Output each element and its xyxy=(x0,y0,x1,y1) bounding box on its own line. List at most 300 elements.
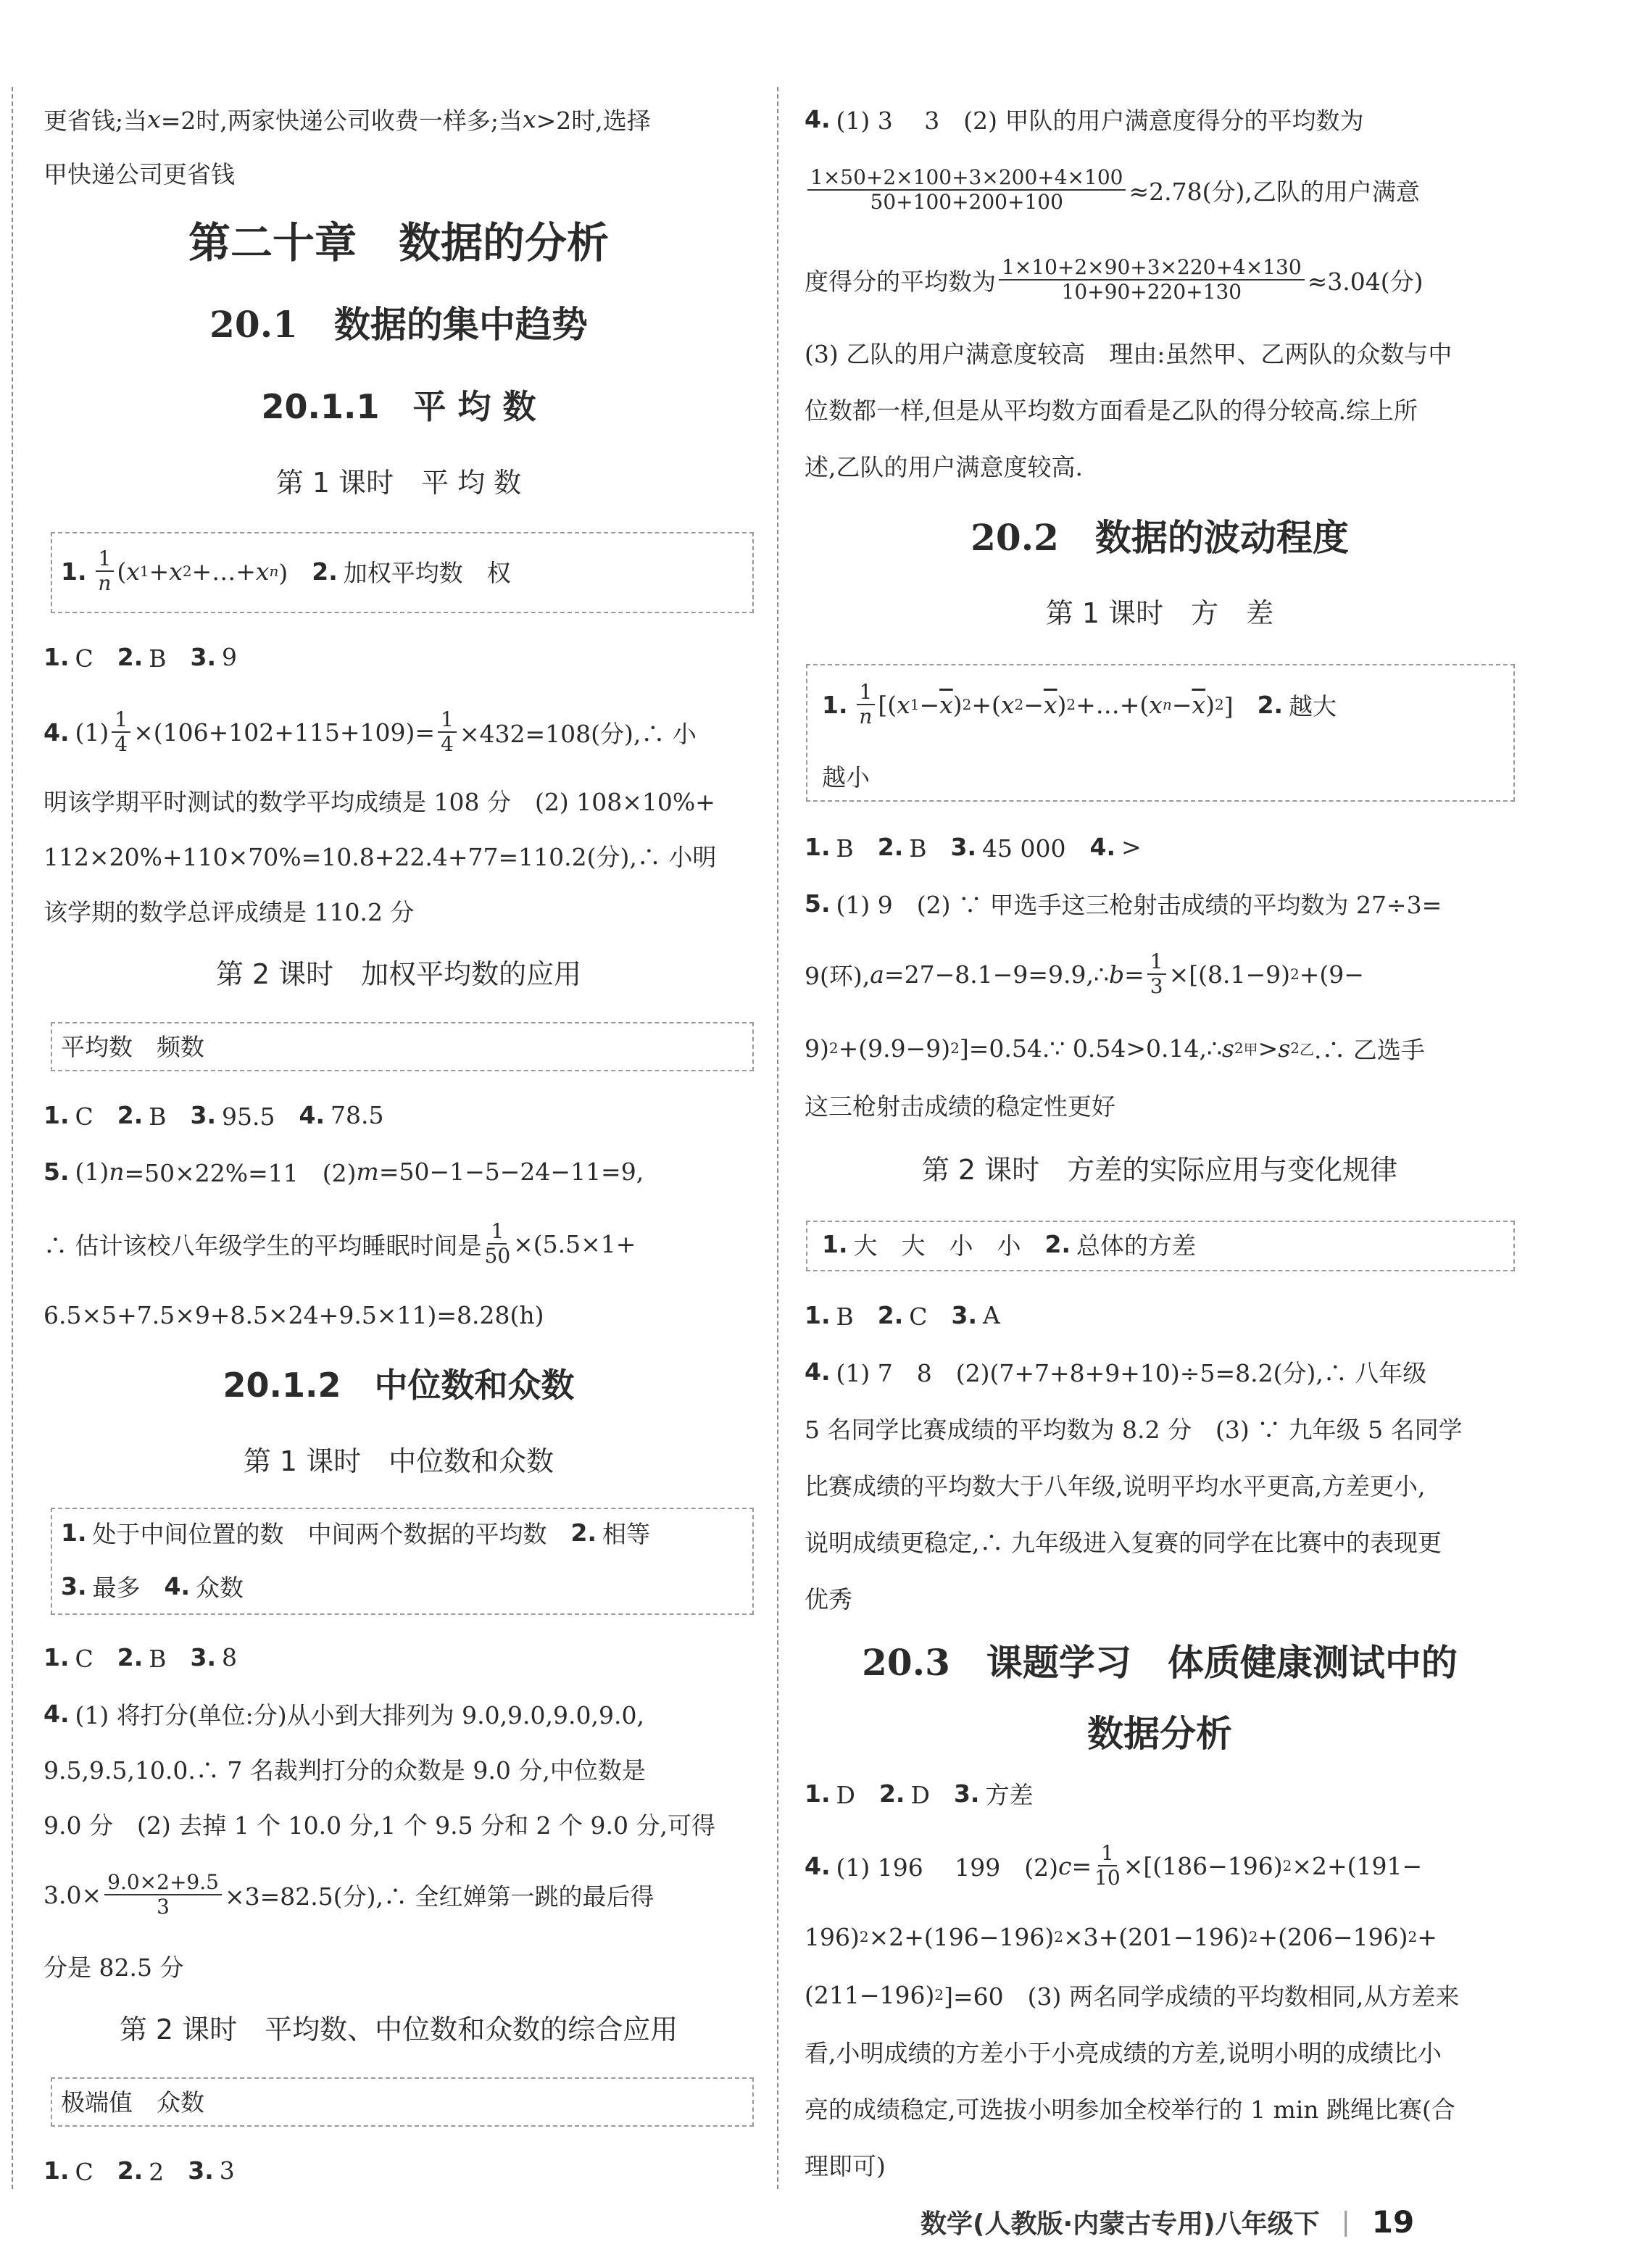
text-run: B xyxy=(149,644,191,673)
text-run: 极端值 众数 xyxy=(61,2088,204,2117)
math-variable: s xyxy=(1278,1034,1291,1063)
question-number: 4. xyxy=(43,718,70,747)
math-variable: x xyxy=(126,557,140,586)
text-run: (1) 7 8 (2)(7+7+8+9+10)÷5=8.2(分),∴ 八年级 xyxy=(836,1358,1427,1387)
text-run: 9.0 分 (2) 去掉 1 个 10.0 分,1 个 9.5 分和 2 个 9.0 分,可得 xyxy=(43,1811,715,1840)
fraction-numerator: 1×50+2×100+3×200+4×100 xyxy=(807,166,1126,191)
question-number: 4. xyxy=(164,1571,190,1600)
text-run: + xyxy=(1417,1922,1437,1951)
superscript: 2 xyxy=(1248,1928,1258,1945)
text-run: 相等 xyxy=(602,1519,650,1548)
text-line xyxy=(43,1795,754,1853)
subscript: 甲 xyxy=(1243,1040,1258,1058)
question-number: 4. xyxy=(43,1699,70,1728)
text-run: B xyxy=(836,1302,878,1331)
text-run: 数据分析 xyxy=(1087,1712,1232,1755)
question-number: 3. xyxy=(61,1571,87,1600)
math-variable: a xyxy=(870,960,884,989)
text-line xyxy=(805,1076,1515,1134)
text-line xyxy=(805,1569,1515,1627)
lesson-title xyxy=(43,1429,754,1487)
text-line xyxy=(61,1557,754,1615)
math-variable: x xyxy=(169,557,183,586)
text-run: 9(环), xyxy=(805,961,870,990)
superscript: 2 xyxy=(1066,696,1076,713)
subscript: 1 xyxy=(910,696,920,713)
lesson-title xyxy=(805,1138,1515,1196)
text-line xyxy=(805,945,1515,1003)
text-line xyxy=(805,90,1515,148)
page-footer xyxy=(920,2196,1414,2247)
text-run: 9 xyxy=(222,642,238,671)
text-run: 越小 xyxy=(822,763,870,792)
text-run: 处于中间位置的数 中间两个数据的平均数 xyxy=(92,1519,571,1548)
text-line xyxy=(805,251,1515,309)
text-run: D xyxy=(910,1780,954,1809)
question-number: 2. xyxy=(878,1779,905,1808)
text-run: =50×22%=11 (2) xyxy=(124,1158,357,1187)
text-line xyxy=(43,771,754,829)
question-number: 2. xyxy=(570,1518,597,1547)
section-title xyxy=(805,1702,1515,1760)
text-run: (1) xyxy=(75,1157,109,1186)
section-title xyxy=(805,1631,1515,1689)
footer-separator: | xyxy=(1341,2206,1350,2237)
text-line xyxy=(822,676,1515,734)
math-variable: x xyxy=(1149,690,1163,719)
question-number: 4. xyxy=(805,104,831,133)
text-run: C xyxy=(75,1102,117,1131)
text-line xyxy=(805,1837,1515,1895)
text-run: C xyxy=(75,2157,117,2186)
lesson-title xyxy=(43,1998,754,2056)
text-run: 理即可) xyxy=(805,2151,886,2180)
fraction xyxy=(1094,1842,1121,1890)
text-run: =2时,两家快递公司收费一样多;当 xyxy=(160,106,523,135)
text-run: ( xyxy=(117,557,127,586)
fraction-denominator: 3 xyxy=(157,1895,170,1919)
text-line xyxy=(43,1286,754,1344)
text-run: 看,小明成绩的方差小于小亮成绩的方差,说明小明的成绩比小 xyxy=(805,2038,1442,2067)
text-run: 45 000 xyxy=(982,834,1090,863)
fraction xyxy=(438,708,457,756)
fraction xyxy=(96,547,115,595)
fraction xyxy=(999,256,1305,304)
fraction-denominator: 10 xyxy=(1094,1866,1121,1890)
question-number: 3. xyxy=(951,1300,978,1329)
fraction-numerator: 1×10+2×90+3×220+4×130 xyxy=(999,256,1305,281)
fraction-numerator: 9.0×2+9.5 xyxy=(104,1871,222,1895)
superscript: 2 xyxy=(1234,1039,1244,1057)
text-line xyxy=(43,1937,754,1995)
fraction-denominator: 10+90+220+130 xyxy=(1061,280,1242,304)
text-run: 20.2 数据的波动程度 xyxy=(971,516,1349,559)
text-run: 20.1 数据的集中趋势 xyxy=(209,303,588,346)
subscript: 乙 xyxy=(1299,1040,1314,1058)
fraction-numerator: 1 xyxy=(112,708,130,733)
superscript: 2 xyxy=(962,696,972,713)
text-line xyxy=(43,1086,754,1144)
text-run: 112×20%+110×70%=10.8+22.4+77=110.2(分),∴ 小明 xyxy=(43,842,717,871)
text-run: − xyxy=(1023,690,1044,719)
text-run: 优秀 xyxy=(805,1584,852,1613)
text-line xyxy=(805,323,1515,381)
text-run: − xyxy=(1171,690,1192,719)
text-line xyxy=(805,1455,1515,1513)
page-number: 19 xyxy=(1371,2203,1415,2240)
text-run: +(206−196) xyxy=(1258,1922,1408,1951)
column-divider xyxy=(777,87,778,2189)
question-number: 4. xyxy=(299,1100,325,1129)
fraction-denominator: 50+100+200+100 xyxy=(870,190,1063,214)
text-run: +( xyxy=(971,690,1001,719)
text-run: 比赛成绩的平均数大于八年级,说明平均水平更高,方差更小, xyxy=(805,1471,1426,1500)
text-line xyxy=(805,1512,1515,1570)
math-variable: n xyxy=(109,1157,125,1186)
question-number: 1. xyxy=(822,1229,848,1258)
text-run: 第 2 课时 加权平均数的应用 xyxy=(215,958,582,990)
math-variable: x xyxy=(255,557,270,586)
question-number: 2. xyxy=(1044,1229,1071,1258)
text-run: = xyxy=(1124,960,1144,989)
text-run: (1) 196 199 (2) xyxy=(836,1853,1058,1882)
text-line xyxy=(61,2072,754,2130)
text-run: − xyxy=(919,690,940,719)
text-run: 大 大 小 小 xyxy=(853,1231,1045,1260)
question-number: 2. xyxy=(117,1100,144,1129)
text-run: 第 1 课时 中位数和众数 xyxy=(243,1445,554,1477)
question-number: 1. xyxy=(43,1642,70,1671)
text-run: 该学期的数学总评成绩是 110.2 分 xyxy=(43,897,415,926)
text-run: 亮的成绩稳定,可选拔小明参加全校举行的 1 min 跳绳比赛(合 xyxy=(805,2095,1455,2124)
text-run: 平均数 频数 xyxy=(61,1032,204,1061)
text-line xyxy=(43,1685,754,1742)
text-run: 8 xyxy=(222,1642,238,1671)
text-run: ) xyxy=(952,690,963,719)
text-run: +(9− xyxy=(1299,960,1364,989)
question-number: 5. xyxy=(805,889,831,918)
text-run: 6.5×5+7.5×9+8.5×24+9.5×11)=8.28(h) xyxy=(43,1300,544,1329)
fraction xyxy=(112,708,130,756)
text-line xyxy=(43,1740,754,1798)
question-number: 1. xyxy=(43,1100,70,1129)
text-line xyxy=(805,1764,1515,1822)
text-run: 最多 xyxy=(92,1573,165,1602)
text-run: 方差 xyxy=(985,1780,1034,1809)
text-run: 众数 xyxy=(196,1573,244,1602)
fraction-denominator: 4 xyxy=(115,732,128,756)
text-run: +…+ xyxy=(191,557,256,586)
text-run: 这三枪射击成绩的稳定性更好 xyxy=(805,1092,1115,1121)
text-run: (211−196) xyxy=(805,1980,935,2009)
text-line xyxy=(805,2079,1515,2137)
text-run: 3.0× xyxy=(43,1880,102,1909)
question-number: 3. xyxy=(190,1100,217,1129)
text-run: ]=0.54.∵ 0.54>0.14,∴ xyxy=(959,1034,1222,1063)
text-run: 更省钱;当 xyxy=(43,106,148,135)
question-number: 3. xyxy=(190,1642,217,1671)
question-number: 3. xyxy=(953,1779,980,1808)
text-run: 2 xyxy=(149,2157,188,2186)
text-run: > xyxy=(1258,1034,1279,1063)
text-line xyxy=(43,144,754,202)
text-run: > xyxy=(1121,832,1142,861)
text-run: ≈3.04(分) xyxy=(1307,267,1424,296)
text-run: 3 xyxy=(219,2156,235,2185)
text-run: ×3+(201−196) xyxy=(1063,1922,1249,1951)
text-run: (1) 3 3 (2) 甲队的用户满意度得分的平均数为 xyxy=(836,106,1364,135)
chapter-title xyxy=(43,210,754,268)
text-run: 度得分的平均数为 xyxy=(805,267,996,296)
text-run: 位数都一样,但是从平均数方面看是乙队的得分较高.综上所 xyxy=(805,396,1418,425)
text-line xyxy=(43,703,754,761)
question-number: 2. xyxy=(877,832,904,861)
text-line xyxy=(61,542,754,600)
text-line xyxy=(61,1016,754,1074)
text-run: C xyxy=(75,1644,117,1673)
text-run: ×[(8.1−9) xyxy=(1168,960,1290,989)
text-run: ×(5.5×1+ xyxy=(513,1229,636,1258)
text-run: B xyxy=(836,834,878,863)
text-run: 196) xyxy=(805,1922,860,1951)
text-run: (1) 9 (2) ∵ 甲选手这三枪射击成绩的平均数为 27÷3= xyxy=(836,890,1442,919)
lesson-title xyxy=(43,451,754,509)
text-line xyxy=(822,1215,1515,1273)
fraction-numerator: 1 xyxy=(488,1220,507,1245)
math-variable: m xyxy=(356,1157,379,1186)
text-run: =27−8.1−9=9.9,∴ xyxy=(884,960,1109,989)
fraction-denominator: 50 xyxy=(484,1244,511,1268)
text-line xyxy=(61,1503,754,1561)
fraction xyxy=(485,1220,511,1268)
question-number: 1. xyxy=(61,557,87,586)
mean-symbol: $\overline{x}$ xyxy=(939,690,953,719)
text-run: =50−1−5−24−11=9, xyxy=(378,1157,644,1186)
text-run: 第 1 课时 平 均 数 xyxy=(275,466,522,499)
subscript: 1 xyxy=(139,562,149,580)
text-run: 第二十章 数据的分析 xyxy=(188,218,609,267)
superscript: 2 xyxy=(950,1039,960,1057)
question-number: 2. xyxy=(312,557,338,586)
text-run: (3) 乙队的用户满意度较高 理由:虽然甲、乙两队的众数与中 xyxy=(805,339,1452,368)
text-run: 述,乙队的用户满意度较高. xyxy=(805,452,1083,481)
text-line xyxy=(822,747,1515,805)
question-number: 4. xyxy=(1089,832,1115,861)
question-number: 2. xyxy=(117,2156,144,2185)
text-run: B xyxy=(909,834,951,863)
fraction-numerator: 1 xyxy=(1098,1842,1117,1866)
subscript: 2 xyxy=(1014,696,1024,713)
text-line xyxy=(43,1628,754,1686)
question-number: 2. xyxy=(117,642,144,671)
text-line xyxy=(805,380,1515,438)
text-line xyxy=(43,90,754,148)
fraction-numerator: 1 xyxy=(857,681,876,705)
book-title: 数学(人教版·内蒙古专用)八年级下 xyxy=(920,2209,1320,2239)
superscript: 2 xyxy=(1282,1857,1292,1874)
fraction-denominator: 4 xyxy=(441,732,454,756)
text-run: ∴ 估计该校八年级学生的平均睡眠时间是 xyxy=(43,1231,482,1260)
text-run: [( xyxy=(878,690,897,719)
text-run: >2时,选择 xyxy=(536,106,651,135)
text-run: 加权平均数 权 xyxy=(343,558,511,587)
question-number: 4. xyxy=(805,1357,831,1386)
text-run: ×432=108(分),∴ 小 xyxy=(459,719,697,748)
question-number: 1. xyxy=(43,642,70,671)
text-run: +(9.9−9) xyxy=(838,1034,951,1063)
subscript: n xyxy=(1162,696,1172,713)
text-line xyxy=(805,1342,1515,1400)
superscript: 2 xyxy=(1214,696,1224,713)
text-run: +…+( xyxy=(1076,690,1150,719)
text-run: 95.5 xyxy=(222,1102,299,1131)
question-number: 1. xyxy=(822,690,848,719)
text-run: 第 1 课时 方 差 xyxy=(1045,597,1274,629)
subsection-title xyxy=(43,1354,754,1412)
section-title xyxy=(43,293,754,351)
fraction-denominator: n xyxy=(859,705,873,728)
question-number: 1. xyxy=(805,832,831,861)
question-number: 2. xyxy=(1257,690,1284,719)
text-line xyxy=(805,1399,1515,1457)
subscript: n xyxy=(269,562,279,580)
text-line xyxy=(43,2141,754,2199)
fraction-numerator: 1 xyxy=(1147,950,1166,975)
math-variable: x xyxy=(523,104,536,133)
section-title xyxy=(805,506,1515,564)
text-line xyxy=(805,1966,1515,2024)
superscript: 2 xyxy=(1290,1039,1300,1057)
question-number: 3. xyxy=(950,832,977,861)
text-run: C xyxy=(75,644,117,673)
text-run: ] xyxy=(1223,691,1258,720)
superscript: 2 xyxy=(934,1986,944,2003)
text-line xyxy=(805,2135,1515,2193)
fraction xyxy=(857,681,876,728)
subsection-title xyxy=(43,375,754,433)
text-run: 说明成绩更稳定,∴ 九年级进入复赛的同学在比赛中的表现更 xyxy=(805,1528,1442,1557)
question-number: 2. xyxy=(877,1300,904,1329)
text-run: D xyxy=(836,1780,879,1809)
left-margin-divider xyxy=(12,87,13,2189)
text-run: 20.3 课题学习 体质健康测试中的 xyxy=(862,1641,1458,1684)
text-line xyxy=(43,628,754,686)
fraction-denominator: n xyxy=(98,571,112,595)
question-number: 5. xyxy=(43,1157,70,1186)
fraction-numerator: 1 xyxy=(438,708,457,733)
text-line xyxy=(43,881,754,939)
superscript: 2 xyxy=(1289,965,1300,983)
math-variable: b xyxy=(1108,960,1125,989)
text-run: 分是 82.5 分 xyxy=(43,1953,184,1982)
text-line xyxy=(805,2022,1515,2080)
text-run: ) xyxy=(1205,690,1215,719)
text-run: ) xyxy=(1057,690,1067,719)
text-run: 越大 xyxy=(1289,691,1337,720)
text-run: + xyxy=(149,557,170,586)
superscript: 2 xyxy=(859,1928,869,1945)
text-run: ×2+(191− xyxy=(1292,1851,1423,1880)
math-variable: x xyxy=(1000,690,1015,719)
fraction xyxy=(104,1871,222,1919)
text-run: 9) xyxy=(805,1034,829,1063)
text-run: 第 2 课时 方差的实际应用与变化规律 xyxy=(921,1153,1398,1186)
mean-symbol: $\overline{x}$ xyxy=(1192,690,1206,719)
math-variable: x xyxy=(897,690,910,719)
fraction xyxy=(1147,950,1166,998)
text-run: ]=60 (3) 两名同学成绩的平均数相同,从方差来 xyxy=(944,1982,1460,2011)
question-number: 1. xyxy=(805,1779,831,1808)
text-line xyxy=(805,818,1515,876)
text-line xyxy=(805,1019,1515,1077)
text-run: 20.1.2 中位数和众数 xyxy=(223,1366,575,1405)
text-run: 5 名同学比赛成绩的平均数为 8.2 分 (3) ∵ 九年级 5 名同学 xyxy=(805,1415,1463,1444)
text-line xyxy=(43,1866,754,1924)
text-run: ≈2.78(分),乙队的用户满意 xyxy=(1129,177,1420,206)
text-run: 第 2 课时 平均数、中位数和众数的综合应用 xyxy=(119,2013,678,2045)
text-run: ×2+(196−196) xyxy=(868,1922,1055,1951)
text-line xyxy=(43,1215,754,1273)
text-line xyxy=(43,1142,754,1200)
fraction xyxy=(807,166,1126,214)
lesson-title xyxy=(43,942,754,1000)
superscript: 2 xyxy=(828,1039,839,1057)
question-number: 1. xyxy=(43,2156,70,2185)
text-line xyxy=(805,1286,1515,1344)
text-run: (1) 将打分(单位:分)从小到大排列为 9.0,9.0,9.0,9.0, xyxy=(75,1700,644,1729)
text-run: 78.5 xyxy=(331,1100,384,1129)
text-run: ) xyxy=(278,558,312,587)
text-run: .∴ 乙选手 xyxy=(1313,1035,1425,1064)
superscript: 2 xyxy=(1408,1928,1418,1945)
text-line xyxy=(805,436,1515,494)
text-line xyxy=(805,161,1515,219)
math-variable: s xyxy=(1221,1034,1234,1063)
text-run: 明该学期平时测试的数学平均成绩是 108 分 (2) 108×10%+ xyxy=(43,787,715,816)
text-run: 20.1.1 平 均 数 xyxy=(261,387,536,426)
question-number: 3. xyxy=(188,2156,214,2185)
text-run: 甲快递公司更省钱 xyxy=(43,159,235,188)
text-line xyxy=(805,1908,1515,1966)
text-run: C xyxy=(909,1302,952,1331)
subscript: 2 xyxy=(182,562,192,580)
text-run: ×(106+102+115+109)= xyxy=(133,718,436,747)
lesson-title xyxy=(805,581,1515,639)
fraction-numerator: 1 xyxy=(96,547,115,572)
question-number: 1. xyxy=(61,1518,87,1547)
text-run: (1) xyxy=(75,718,109,747)
text-run: = xyxy=(1071,1851,1092,1880)
text-run: B xyxy=(149,1644,191,1673)
text-run: 总体的方差 xyxy=(1076,1231,1196,1260)
question-number: 2. xyxy=(117,1642,144,1671)
fraction-denominator: 3 xyxy=(1150,974,1163,998)
mean-symbol: $\overline{x}$ xyxy=(1043,690,1057,719)
text-run: ×3=82.5(分),∴ 全红婵第一跳的最后得 xyxy=(224,1882,654,1911)
text-line xyxy=(805,874,1515,932)
text-run: B xyxy=(149,1102,191,1131)
text-run: 9.5,9.5,10.0.∴ 7 名裁判打分的众数是 9.0 分,中位数是 xyxy=(43,1756,646,1785)
math-variable: c xyxy=(1057,1851,1072,1880)
question-number: 3. xyxy=(190,642,217,671)
text-run: ×[(186−196) xyxy=(1123,1851,1283,1880)
text-line xyxy=(43,826,754,884)
superscript: 2 xyxy=(1054,1928,1064,1945)
question-number: 4. xyxy=(805,1851,831,1880)
question-number: 1. xyxy=(805,1300,831,1329)
math-variable: x xyxy=(147,104,161,133)
text-run: A xyxy=(983,1300,1000,1329)
